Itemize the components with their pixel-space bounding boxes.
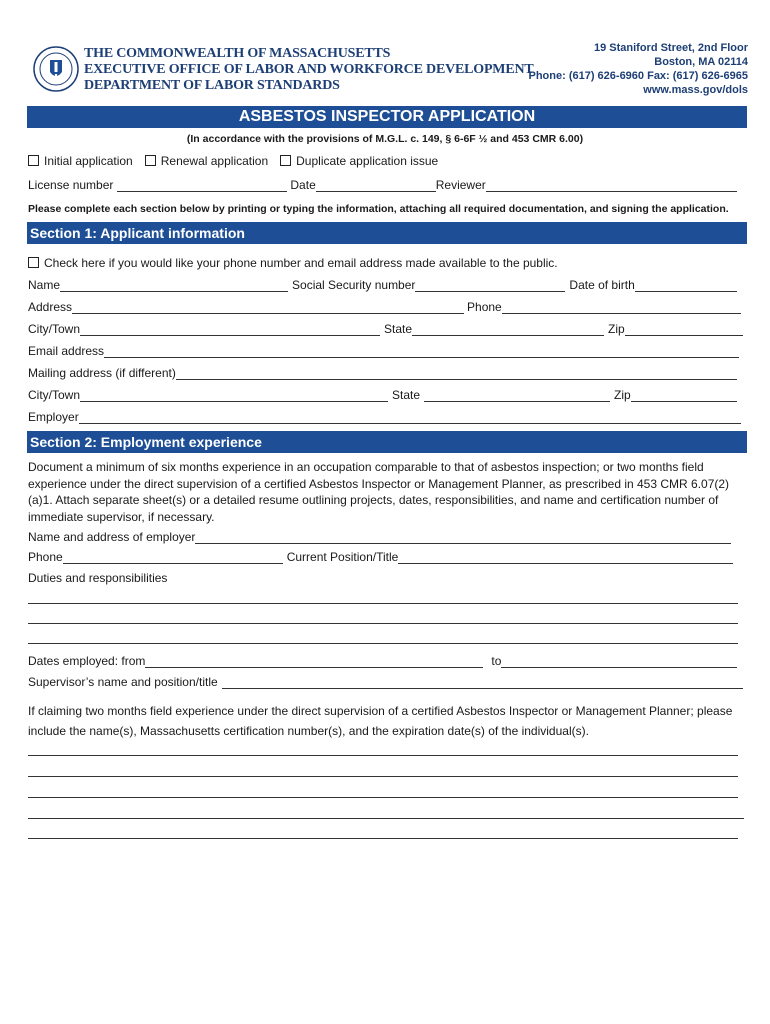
dob-label: Date of birth [569, 278, 635, 292]
field-experience-line-1[interactable] [28, 754, 738, 756]
address-row [28, 298, 743, 314]
employer-name-row [28, 528, 743, 544]
dates-from-field[interactable] [145, 655, 483, 668]
phone-position-row [28, 548, 743, 564]
email-label: Email address [28, 344, 105, 358]
zip-label: Zip [608, 322, 625, 336]
duties-label-row [28, 569, 743, 585]
agency-line-2: EXECUTIVE OFFICE OF LABOR AND WORKFORCE DEVELOPMENT [84, 62, 534, 77]
initial-application-checkbox[interactable] [28, 155, 39, 166]
duties-line-1[interactable] [28, 602, 738, 604]
employer-label: Employer [28, 410, 79, 424]
supervisor-field[interactable] [222, 676, 743, 689]
application-type-row [28, 152, 743, 168]
reviewer-label: Reviewer [435, 178, 486, 192]
employer-phone-label: Phone [28, 550, 63, 564]
employer-row [28, 408, 743, 424]
address-line-1: 19 Staniford Street, 2nd Floor [593, 42, 748, 54]
consent-row [28, 254, 743, 270]
license-number-field[interactable] [117, 179, 287, 192]
dob-field[interactable] [635, 279, 737, 292]
duplicate-application-label: Duplicate application issue [296, 154, 439, 168]
date-field[interactable] [316, 179, 436, 192]
supervisor-row [28, 673, 743, 689]
state-label: State [384, 322, 413, 336]
city-label: City/Town [28, 322, 81, 336]
ssn-label: Social Security number [292, 278, 416, 292]
publish-contact-label: Check here if you would like your phone number and email address made available to the public. [44, 256, 558, 270]
renewal-application-checkbox[interactable] [145, 155, 156, 166]
zip-field[interactable] [625, 323, 743, 336]
page-subtitle: (In accordance with the provisions of M.G.L. c. 149, § 6-6F ½ and 453 CMR 6.00) [186, 133, 584, 145]
mailing-address-label: Mailing address (if different) [28, 366, 176, 380]
date-label: Date [290, 178, 316, 192]
city2-row [28, 386, 743, 402]
renewal-application-label: Renewal application [160, 154, 269, 168]
field-experience-line-3[interactable] [28, 796, 738, 798]
agency-line-3: DEPARTMENT OF LABOR STANDARDS [84, 78, 340, 93]
mailing-city-label: City/Town [28, 388, 81, 402]
ssn-field[interactable] [415, 279, 565, 292]
current-position-label: Current Position/Title [286, 550, 399, 564]
email-row [28, 342, 743, 358]
phone-label: Phone [467, 300, 502, 314]
mailing-row [28, 364, 743, 380]
mailing-state-label: State [392, 388, 421, 402]
phone-field[interactable] [502, 301, 741, 314]
employer-name-field[interactable] [195, 531, 731, 544]
reviewer-field[interactable] [486, 179, 737, 192]
current-position-field[interactable] [398, 551, 733, 564]
license-number-label: License number [28, 178, 114, 192]
city-row [28, 320, 743, 336]
dates-to-field[interactable] [501, 655, 737, 668]
massachusetts-seal-icon [33, 46, 79, 92]
mailing-zip-field[interactable] [631, 389, 737, 402]
field-experience-note: If claiming two months field experience under the direct supervision of a certified Asbestos Inspector or Management Planner; please include the name(s), Massachusetts certification number(s), and the expiration date(s) of the individual(s). [28, 704, 733, 738]
dates-to-label: to [491, 654, 502, 668]
duplicate-application-option[interactable] [280, 154, 438, 168]
address-label: Address [28, 300, 73, 314]
employer-name-label: Name and address of employer [28, 530, 196, 544]
email-field[interactable] [104, 345, 739, 358]
duties-line-2[interactable] [28, 622, 738, 624]
dates-from-label: Dates employed: from [28, 654, 146, 668]
publish-contact-checkbox[interactable] [28, 257, 39, 268]
mailing-address-field[interactable] [176, 367, 737, 380]
mailing-state-field[interactable] [424, 389, 610, 402]
duties-line-3[interactable] [28, 642, 738, 644]
agency-line-1: THE COMMONWEALTH OF MASSACHUSETTS [84, 46, 391, 61]
renewal-application-option[interactable] [145, 154, 268, 168]
duplicate-application-checkbox[interactable] [280, 155, 291, 166]
city-field[interactable] [80, 323, 380, 336]
employer-phone-field[interactable] [63, 551, 283, 564]
section-2-header: Section 2: Employment experience [27, 431, 747, 453]
dates-row [28, 652, 743, 668]
duties-label: Duties and responsibilities [28, 571, 168, 585]
field-experience-line-2[interactable] [28, 775, 738, 777]
website-line: www.mass.gov/dols [643, 84, 748, 96]
page-title: ASBESTOS INSPECTOR APPLICATION [27, 106, 747, 128]
name-field[interactable] [60, 279, 288, 292]
field-experience-line-5[interactable] [28, 837, 738, 839]
section-2-intro: Document a minimum of six months experience in an occupation comparable to that of asbestos inspection; or two months field experience under the direct supervision of a certified Asbestos Inspector or Management Planner, as prescribed in 453 CMR 6.07(2)(a)1. Attach separate sheet(s) or a detailed resume outlining projects, dates, responsibilities, and name and certification number of immediate supervisor, if necessary. [28, 460, 730, 524]
phone-fax-line: Phone: (617) 626-6960 Fax: (617) 626-6965 [528, 70, 748, 82]
name-label: Name [28, 278, 61, 292]
address-line-2: Boston, MA 02114 [654, 56, 748, 68]
employer-field[interactable] [79, 411, 741, 424]
mailing-city-field[interactable] [80, 389, 388, 402]
initial-application-option[interactable] [28, 154, 133, 168]
section-1-header: Section 1: Applicant information [27, 222, 747, 244]
supervisor-label: Supervisor’s name and position/title [28, 675, 218, 689]
instructions: Please complete each section below by printing or typing the information, attaching all required documentation, and signing the application. [28, 203, 729, 215]
field-experience-line-4[interactable] [28, 817, 744, 819]
address-field[interactable] [72, 301, 464, 314]
initial-application-label: Initial application [44, 154, 133, 168]
mailing-zip-label: Zip [614, 388, 631, 402]
name-row [28, 276, 743, 292]
admin-row [28, 176, 743, 192]
state-field[interactable] [412, 323, 604, 336]
